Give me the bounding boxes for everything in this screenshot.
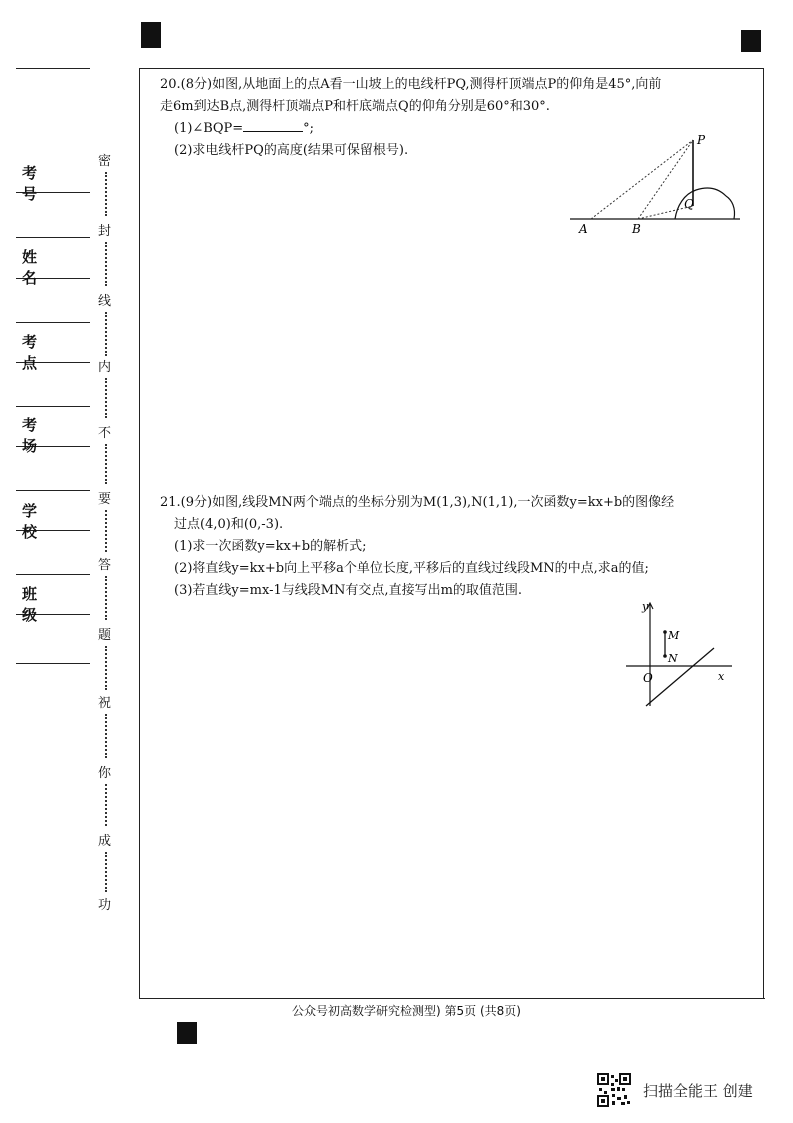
seal-char: 封 [98,224,112,239]
seal-char: 内 [98,360,112,375]
seal-char: 不 [98,426,112,441]
divider [16,237,90,238]
seal-char: 密 [98,154,112,169]
sight-line-ap [591,140,693,219]
seal-char: 题 [98,628,112,643]
label-p: P [697,133,706,147]
q21-stem-line-2: 过点(4,0)和(0,-3). [174,517,284,532]
name-label: 姓名 [22,248,56,287]
school-label: 学校 [22,502,56,541]
seal-char: 成 [98,834,112,849]
label-q: Q [684,197,694,211]
q20-sub-2: (2)求电线杆PQ的高度(结果可保留根号). [174,143,409,158]
q21-sub-1: (1)求一次函数y=kx+b的解析式; [174,539,367,554]
answer-blank[interactable] [243,119,303,132]
frame-bottom-line [139,998,765,999]
registration-mark-top-right [741,30,761,52]
registration-mark-top-left [141,22,161,48]
q21-sub-3: (3)若直线y=mx-1与线段MN有交点,直接写出m的取值范围. [174,583,523,598]
point-m [663,630,667,634]
seal-dots [105,242,109,286]
divider [16,574,90,575]
q21-sub-2: (2)将直线y=kx+b向上平移a个单位长度,平移后的直线过线段MN的中点,求a的值; [174,561,649,576]
registration-mark-bottom [177,1022,197,1044]
seal-dots [105,172,109,216]
page-footer: 公众号初高数学研究检测型) 第5页 (共8页) [292,1004,521,1018]
label-o: O [643,671,653,685]
q20-sub-1-text: (1)∠BQP= [174,121,244,136]
scanner-watermark: 扫描全能王 创建 [643,1082,753,1100]
seal-dots [105,784,109,826]
q20-stem-line-2: 走6m到达B点,测得杆顶端点P和杆底端点Q的仰角分别是60°和30°. [160,99,550,114]
q21-figure [620,598,740,713]
seal-dots [105,852,109,892]
seal-dots [105,646,109,690]
label-n: N [668,652,678,665]
exam-number-label: 考号 [22,164,56,203]
exam-room-label: 考场 [22,416,56,455]
label-x: x [718,670,725,683]
seal-char: 祝 [98,696,112,711]
q21-stem-line-1: 21.(9分)如图,线段MN两个端点的坐标分别为M(1,3),N(1,1),一次函数y=kx+b的图像经 [160,495,675,510]
divider [16,406,90,407]
divider [16,490,90,491]
label-a: A [579,222,588,236]
label-b: B [632,222,641,236]
seal-dots [105,714,109,758]
qr-code-icon [597,1073,631,1107]
seal-char: 答 [98,558,112,573]
seal-dots [105,378,109,418]
seal-char: 要 [98,492,112,507]
seal-char: 线 [98,294,112,309]
q20-stem-line-1: 20.(8分)如图,从地面上的点A看一山坡上的电线杆PQ,测得杆顶端点P的仰角是45°,向前 [160,77,662,92]
seal-dots [105,576,109,620]
q20-figure [560,126,750,241]
seal-char: 你 [98,766,112,781]
seal-dots [105,312,109,356]
point-n [663,654,667,658]
seal-dots [105,444,109,484]
q20-sub-1-unit: °; [303,121,315,136]
seal-char: 功 [98,898,112,913]
seal-dots [105,510,109,552]
question-21 [160,492,745,602]
divider [16,322,90,323]
label-m: M [668,629,680,642]
exam-site-label: 考点 [22,333,56,372]
line-y-kx-b [646,648,714,706]
label-y: y [642,600,649,613]
class-label: 班级 [22,585,56,624]
